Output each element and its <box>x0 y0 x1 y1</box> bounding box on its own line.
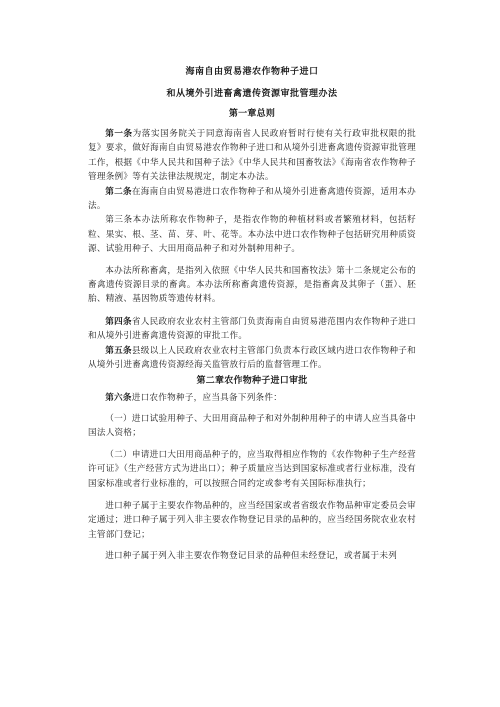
article-2-label: 第二条 <box>105 186 132 197</box>
article-6 <box>88 391 416 405</box>
paragraph-livestock-definition: 本办法所称畜禽，是指列入依照《中华人民共和国畜牧法》第十二条规定公布的畜禽遗传资源目录的畜禽。本办法所称畜禽遗传资源，是指畜禽及其卵子（蛋）、胚胎、精液、基因物质等遗传材料。 <box>88 265 416 305</box>
article-2-text: 在海南自由贸易港进口农作物种子和从境外引进畜禽遗传资源，适用本办法。 <box>88 186 416 212</box>
document-body <box>88 66 416 564</box>
document-title-line2: 和从境外引进畜禽遗传资源审批管理办法 <box>166 89 338 99</box>
chapter-heading-1: 第一章总则 <box>228 109 276 119</box>
article-3: 第三条本办法所称农作物种子，是指农作物的种植材料或者繁殖材料，包括籽粒、果实、根、茎、苗、芽、叶、花等。本办法中进口农作物种子包括研究用种质资源、试验用种子、大田用商品种子和对外制种用种子。 <box>88 215 416 255</box>
article-1 <box>88 127 416 185</box>
chapter-heading-2: 第二章农作物种子进口审批 <box>196 375 308 386</box>
article-6-label: 第六条 <box>105 392 132 403</box>
article-1-text: 为落实国务院关于同意海南省人民政府暂时行使有关行政审批权限的批复》要求，做好海南自由贸易港农作物种子进口和从境外引进畜禽遗传资源审批管理工作，根据《中华人民共和国种子法》《中华人民共和国畜牧法》《海南省农作物种子管理条例》等有关法律法规规定，制定本办法。 <box>88 129 416 183</box>
article-4-text: 省人民政府农业农村主管部门负责海南自由贸易港范围内农作物种子进口和从境外引进畜禽遗传资源的审批工作。 <box>88 316 416 342</box>
article-5 <box>88 344 416 373</box>
paragraph-unregistered: 进口种子属于列入非主要农作物登记目录的品种但未经登记，或者属于未列 <box>105 551 398 562</box>
list-item-1: （一）进口试验用种子、大田用商品种子和对外制种用种子的申请人应当具备中国法人资格； <box>88 413 416 439</box>
document-title-line1: 海南自由贸易港农作物种子进口 <box>185 67 319 77</box>
article-5-text: 县级以上人民政府农业农村主管部门负责本行政区域内进口农作物种子和从境外引进畜禽遗传资源经海关监管放行后的监督管理工作。 <box>88 345 416 371</box>
article-5-label: 第五条 <box>105 345 132 356</box>
article-6-text: 进口农作物种子，应当具备下列条件： <box>131 392 283 403</box>
article-4-label: 第四条 <box>105 316 132 327</box>
article-1-label: 第一条 <box>105 129 133 139</box>
paragraph-main-crops: 进口种子属于主要农作物品种的，应当经国家或者省级农作物品种审定委员会审定通过；进口种子属于列入非主要农作物登记目录的品种的，应当经国务院农业农村主管部门登记； <box>88 500 416 540</box>
article-4 <box>88 315 416 344</box>
article-2 <box>88 185 416 214</box>
list-item-2: （二）申请进口大田用商品种子的，应当取得相应作物的《农作物种子生产经营许可证》（生产经营方式为进出口）；种子质量应当达到国家标准或者行业标准，没有国家标准或者行业标准的，可以按照合同约定或参考有关国际标准执行； <box>88 449 416 489</box>
